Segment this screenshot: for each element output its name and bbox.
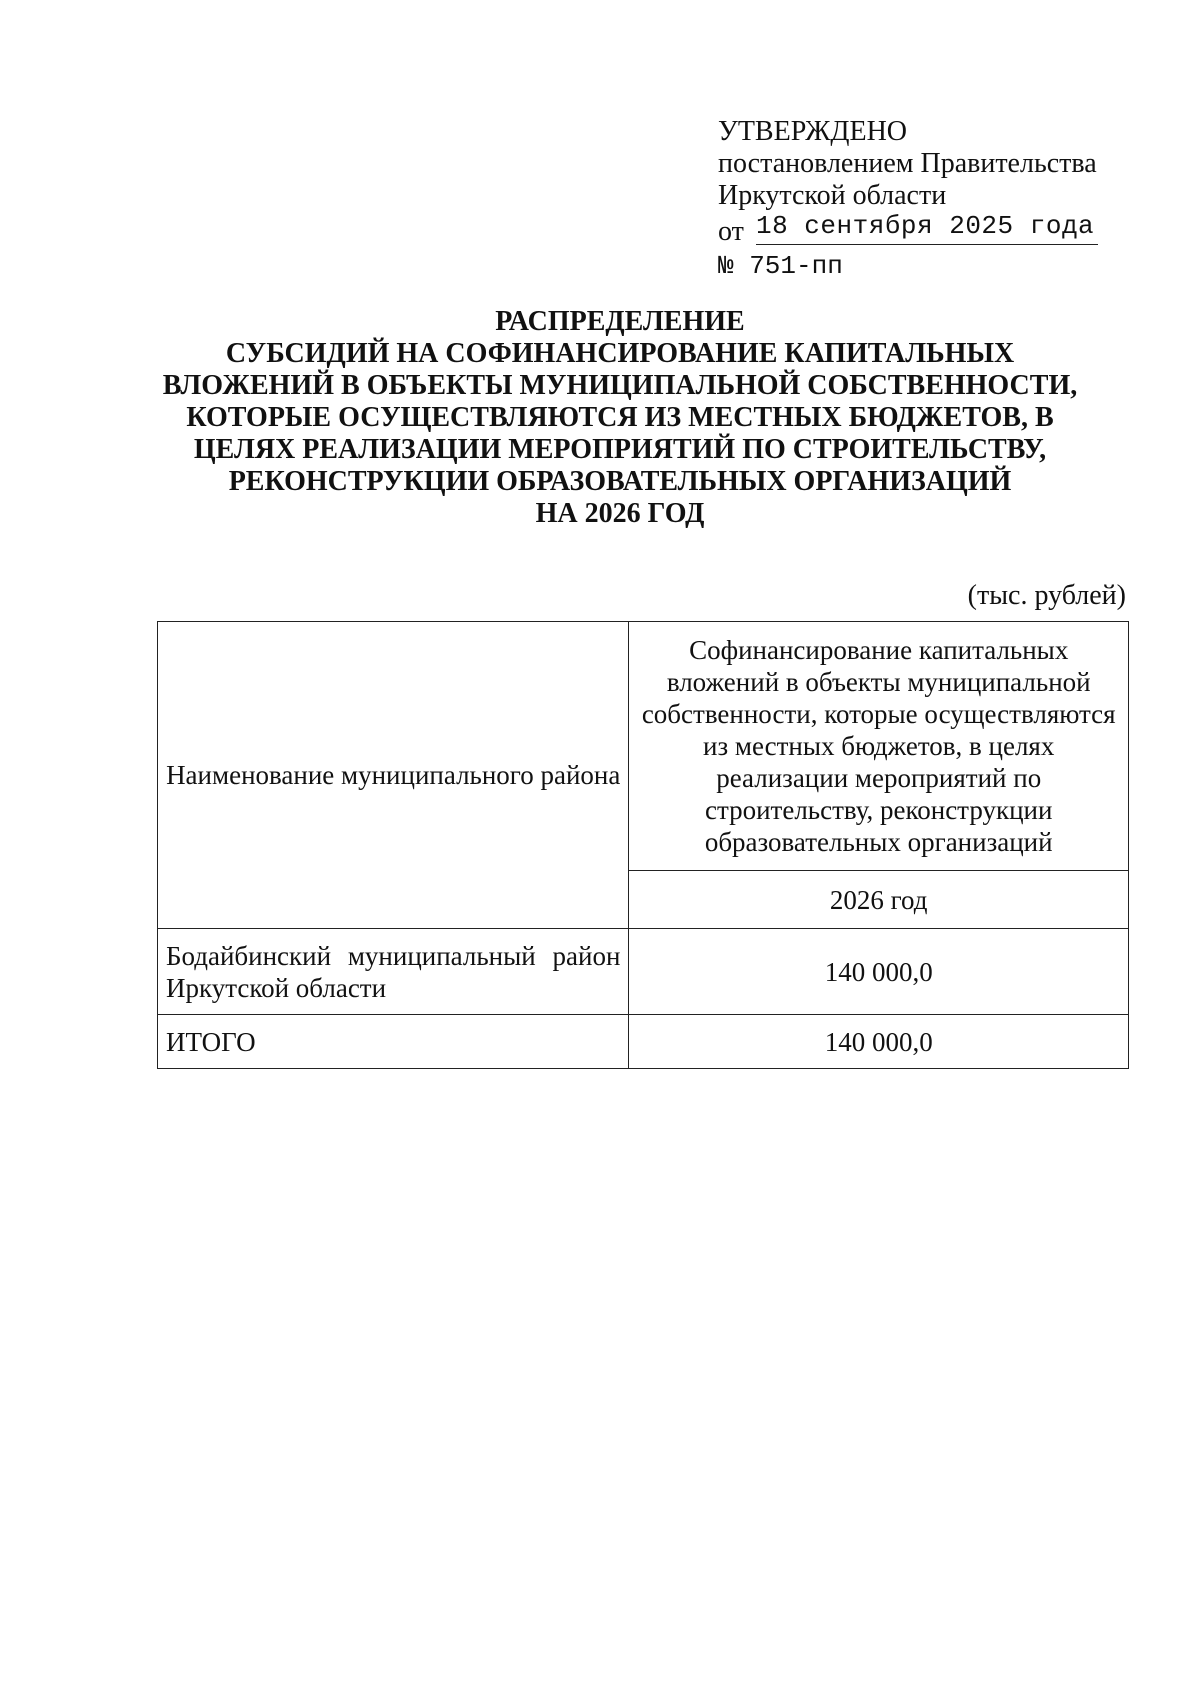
row-name-cell: Бодайбинский муниципальный район Иркутской области: [158, 929, 629, 1015]
total-label-cell: ИТОГО: [158, 1015, 629, 1069]
approval-date-row: [718, 212, 1108, 246]
title-line-5: ЦЕЛЯХ РЕАЛИЗАЦИИ МЕРОПРИЯТИЙ ПО СТРОИТЕЛЬСТВУ,: [193, 434, 1047, 465]
approval-date-prefix: от: [718, 216, 744, 247]
approval-line-1: постановлением Правительства: [718, 148, 1097, 179]
title-line-6: РЕКОНСТРУКЦИИ ОБРАЗОВАТЕЛЬНЫХ ОРГАНИЗАЦИЙ: [228, 466, 1012, 497]
distribution-table: [157, 621, 1129, 1069]
document-title: [140, 306, 1100, 530]
approval-status: УТВЕРЖДЕНО: [718, 116, 908, 147]
table-header-row: [158, 622, 1129, 871]
title-line-4: КОТОРЫЕ ОСУЩЕСТВЛЯЮТСЯ ИЗ МЕСТНЫХ БЮДЖЕТОВ, В: [186, 402, 1054, 433]
total-value-cell: 140 000,0: [629, 1015, 1129, 1069]
title-line-7: НА 2026 ГОД: [535, 498, 705, 529]
row-value-cell: 140 000,0: [629, 929, 1129, 1015]
header-desc-cell: Софинансирование капитальных вложений в объекты муниципальной собственности, которые осуществляются из местных бюджетов, в целях реализации мероприятий по строительству, реконструкции образовательных организаций: [629, 622, 1129, 871]
date-underline: [756, 244, 1098, 245]
approval-date: 18 сентября 2025 года: [756, 211, 1095, 241]
title-line-3: ВЛОЖЕНИЙ В ОБЪЕКТЫ МУНИЦИПАЛЬНОЙ СОБСТВЕННОСТИ,: [162, 370, 1078, 401]
units-label: (тыс. рублей): [967, 580, 1126, 611]
table-total-row: [158, 1015, 1129, 1069]
approval-line-2: Иркутской области: [718, 180, 947, 211]
approval-number: № 751-пп: [718, 251, 843, 281]
title-line-2: СУБСИДИЙ НА СОФИНАНСИРОВАНИЕ КАПИТАЛЬНЫХ: [225, 338, 1015, 369]
header-year-cell: 2026 год: [629, 871, 1129, 929]
approval-stamp: [718, 116, 1108, 284]
header-name-cell: Наименование муниципального района: [158, 622, 629, 929]
table-row: [158, 929, 1129, 1015]
title-line-1: РАСПРЕДЕЛЕНИЕ: [495, 306, 745, 337]
